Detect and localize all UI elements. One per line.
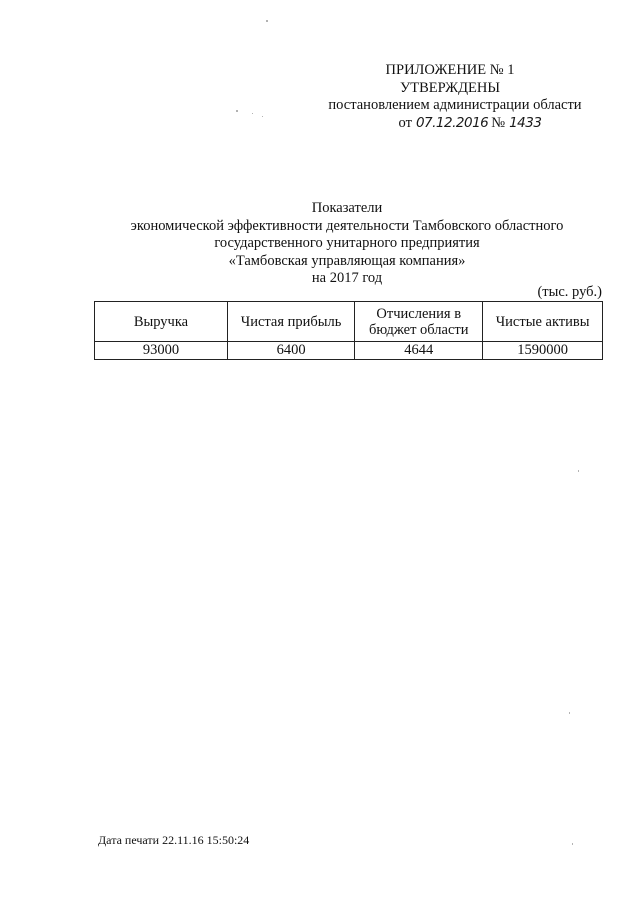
decree-date-line: [340, 115, 600, 133]
decree-reference: постановлением администрации области: [328, 97, 582, 113]
scan-speck: [578, 470, 579, 472]
approved-label: УТВЕРЖДЕНЫ: [399, 79, 501, 96]
print-date: Дата печати 22.11.16 15:50:24: [98, 833, 250, 847]
heading-year: на 2017 год: [311, 270, 383, 286]
header-budget-deductions: [355, 302, 483, 342]
heading-company-name: «Тамбовская управляющая компания»: [228, 252, 466, 269]
indicators-table: [94, 301, 603, 360]
heading-title: Показатели: [311, 200, 383, 216]
appendix-number: ПРИЛОЖЕНИЕ № 1: [385, 62, 515, 78]
header-net-profit: Чистая прибыль: [227, 302, 354, 342]
cell-net-profit: 6400: [227, 342, 354, 360]
scan-speck: [266, 20, 268, 22]
cell-net-assets: 1590000: [483, 342, 603, 360]
unit-note: (тыс. руб.): [537, 284, 602, 300]
number-sign: №: [491, 114, 506, 131]
header-budget-deductions-line-1: Отчисления в: [376, 305, 462, 322]
scan-speck: [236, 110, 238, 112]
table-row: [95, 342, 603, 360]
handwritten-date: 07.12.2016: [415, 114, 489, 131]
header-budget-deductions-line-2: бюджет области: [368, 321, 469, 338]
heading-line-3: государственного унитарного предприятия: [214, 235, 480, 251]
cell-budget-deductions: 4644: [355, 342, 483, 360]
approval-block: [300, 62, 600, 132]
cell-revenue: 93000: [95, 342, 228, 360]
scan-speck: [569, 712, 570, 714]
scan-speck: [262, 116, 263, 117]
heading-line-2: экономической эффективности деятельности Тамбовского областного: [130, 217, 564, 234]
scan-speck: [252, 113, 253, 114]
table-header-row: [95, 302, 603, 342]
document-heading: [92, 200, 602, 288]
handwritten-number: 1433: [509, 114, 542, 131]
scan-speck: [572, 843, 573, 845]
header-revenue: Выручка: [95, 302, 228, 342]
date-prefix: от: [398, 114, 412, 131]
header-net-assets: Чистые активы: [483, 302, 603, 342]
